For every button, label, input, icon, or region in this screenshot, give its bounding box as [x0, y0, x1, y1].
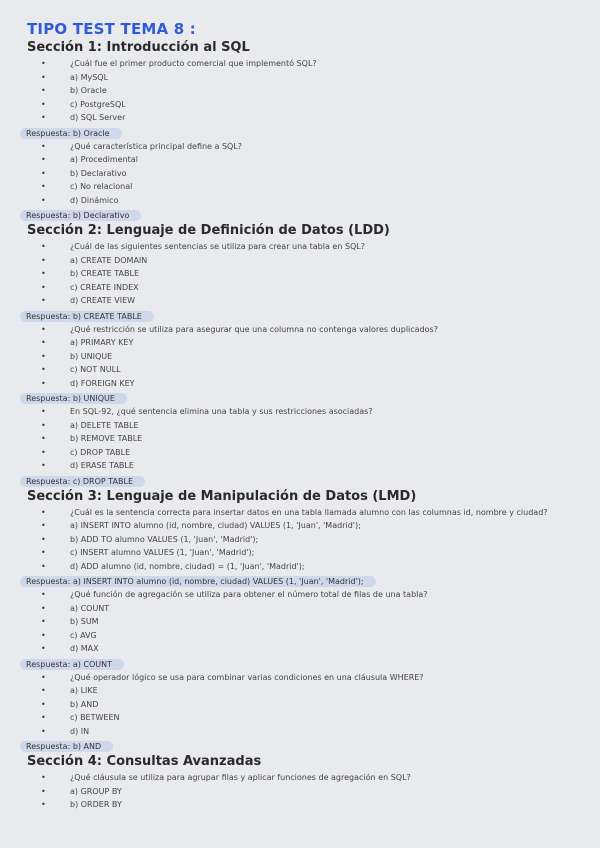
- answer-option: • c) CREATE INDEX: [0, 281, 600, 295]
- answer-option: • b) ADD TO alumno VALUES (1, 'Juan', 'Madrid');: [0, 533, 600, 547]
- answer-value: a) COUNT: [72, 659, 112, 669]
- answer-option: • d) SQL Server: [0, 111, 600, 125]
- answer-label: Respuesta:: [26, 476, 71, 486]
- answer-option: • d) ADD alumno (id, nombre, ciudad) = (1, 'Juan', 'Madrid');: [0, 560, 600, 574]
- answer-option: • a) PRIMARY KEY: [0, 336, 600, 350]
- answer-option: • d) FOREIGN KEY: [0, 377, 600, 391]
- document-title: TIPO TEST TEMA 8 :: [27, 20, 197, 38]
- question-text: • ¿Qué característica principal define a SQL?: [0, 140, 600, 154]
- question-list: [0, 771, 600, 812]
- answer-highlight: [20, 128, 122, 139]
- section-title: Sección 4: Consultas Avanzadas: [27, 754, 262, 769]
- question-list: [0, 140, 600, 208]
- answer-option: • d) MAX: [0, 642, 600, 656]
- answer-highlight: [20, 210, 141, 221]
- question-list: [0, 506, 600, 574]
- question-text: • ¿Qué operador lógico se usa para combinar varias condiciones en una cláusula WHERE?: [0, 671, 600, 685]
- answer-option: • b) UNIQUE: [0, 350, 600, 364]
- question-text: • En SQL-92, ¿qué sentencia elimina una tabla y sus restricciones asociadas?: [0, 405, 600, 419]
- answer-option: • d) IN: [0, 725, 600, 739]
- answer-option: • a) GROUP BY: [0, 785, 600, 799]
- answer-highlight: [20, 741, 113, 752]
- answer-value: a) INSERT INTO alumno (id, nombre, ciudad) VALUES (1, 'Juan', 'Madrid');: [72, 577, 364, 586]
- answer-option: • b) SUM: [0, 615, 600, 629]
- answer-option: • b) REMOVE TABLE: [0, 432, 600, 446]
- answer-option: • a) CREATE DOMAIN: [0, 254, 600, 268]
- answer-value: b) UNIQUE: [72, 394, 115, 403]
- answer-option: • b) ORDER BY: [0, 798, 600, 812]
- answer-value: b) Declarativo: [72, 211, 130, 220]
- answer-option: • c) PostgreSQL: [0, 98, 600, 112]
- answer-highlight: [20, 576, 376, 587]
- question-text: • ¿Qué cláusula se utiliza para agrupar filas y aplicar funciones de agregación en SQL?: [0, 771, 600, 785]
- answer-value: b) Oracle: [72, 128, 110, 138]
- answer-label: Respuesta:: [26, 311, 71, 321]
- answer-option: • d) Dinámico: [0, 194, 600, 208]
- question-list: [0, 323, 600, 391]
- question-list: [0, 671, 600, 739]
- answer-option: • a) LIKE: [0, 684, 600, 698]
- question-list: [0, 240, 600, 308]
- answer-highlight: [20, 659, 124, 670]
- answer-option: • b) AND: [0, 698, 600, 712]
- question-text: • ¿Cuál de las siguientes sentencias se utiliza para crear una tabla en SQL?: [0, 240, 600, 254]
- question-list: [0, 405, 600, 473]
- answer-option: • d) CREATE VIEW: [0, 294, 600, 308]
- answer-highlight: [20, 393, 127, 404]
- question-text: • ¿Cuál fue el primer producto comercial que implementó SQL?: [0, 57, 600, 71]
- question-text: • ¿Qué restricción se utiliza para asegurar que una columna no contenga valores duplicados?: [0, 323, 600, 337]
- answer-option: • b) Declarativo: [0, 167, 600, 181]
- answer-label: Respuesta:: [26, 394, 71, 403]
- answer-highlight: [20, 476, 145, 487]
- answer-option: • c) AVG: [0, 629, 600, 643]
- section-title: Sección 3: Lenguaje de Manipulación de Datos (LMD): [27, 488, 417, 504]
- answer-label: Respuesta:: [26, 742, 71, 751]
- question-list: [0, 57, 600, 125]
- answer-label: Respuesta:: [26, 577, 71, 586]
- answer-highlight: [20, 311, 154, 322]
- question-list: [0, 588, 600, 656]
- answer-option: • c) DROP TABLE: [0, 446, 600, 460]
- answer-option: • c) INSERT alumno VALUES (1, 'Juan', 'Madrid');: [0, 546, 600, 560]
- question-text: • ¿Qué función de agregación se utiliza para obtener el número total de filas de una tabla?: [0, 588, 600, 602]
- answer-option: • a) DELETE TABLE: [0, 419, 600, 433]
- answer-option: • a) MySQL: [0, 71, 600, 85]
- answer-option: • a) INSERT INTO alumno (id, nombre, ciudad) VALUES (1, 'Juan', 'Madrid');: [0, 519, 600, 533]
- answer-option: • a) Procedimental: [0, 153, 600, 167]
- answer-option: • b) CREATE TABLE: [0, 267, 600, 281]
- answer-option: • a) COUNT: [0, 602, 600, 616]
- section-title: Sección 2: Lenguaje de Definición de Datos (LDD): [27, 223, 390, 238]
- answer-value: b) AND: [72, 742, 102, 751]
- document-content: [0, 39, 600, 812]
- answer-label: Respuesta:: [26, 128, 71, 138]
- answer-label: Respuesta:: [26, 659, 71, 669]
- answer-option: • c) No relacional: [0, 180, 600, 194]
- answer-label: Respuesta:: [26, 211, 71, 220]
- question-text: • ¿Cuál es la sentencia correcta para insertar datos en una tabla llamada alumno con las columnas id, nombre y ciudad?: [0, 506, 600, 520]
- section-title: Sección 1: Introducción al SQL: [27, 40, 250, 55]
- answer-value: b) CREATE TABLE: [72, 311, 142, 321]
- answer-option: • c) NOT NULL: [0, 363, 600, 377]
- answer-option: • c) BETWEEN: [0, 711, 600, 725]
- answer-option: • d) ERASE TABLE: [0, 459, 600, 473]
- answer-value: c) DROP TABLE: [72, 476, 133, 486]
- answer-option: • b) Oracle: [0, 84, 600, 98]
